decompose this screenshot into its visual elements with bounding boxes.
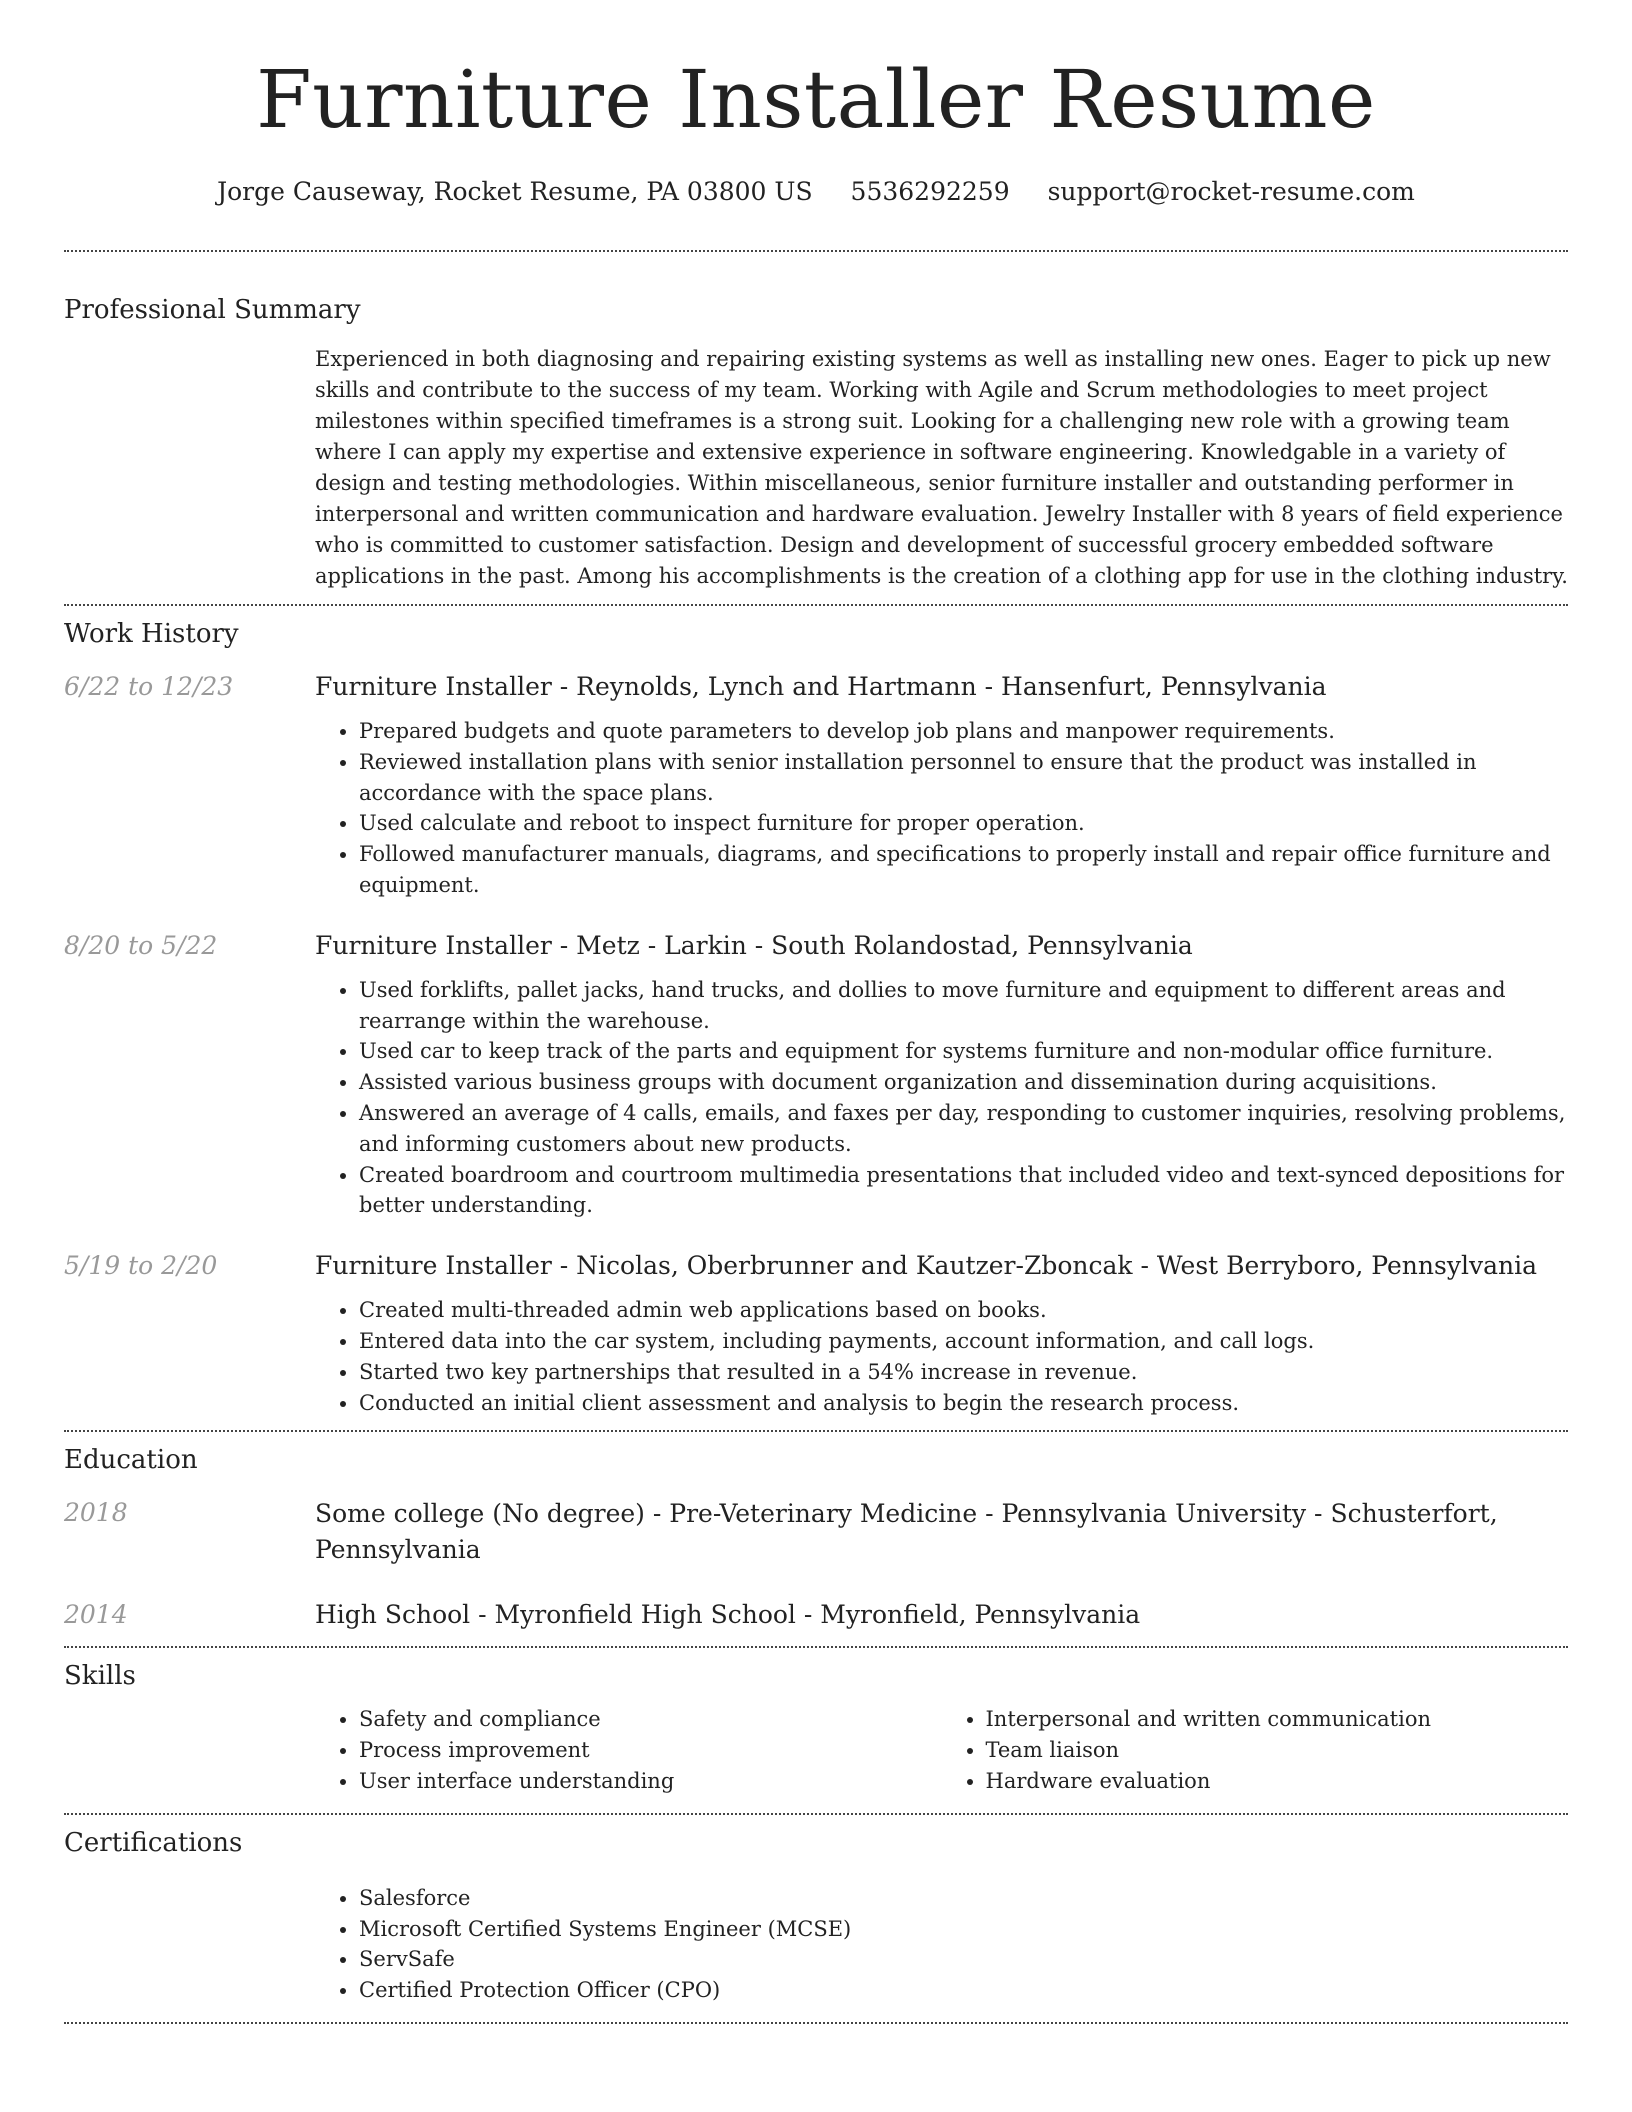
skills-grid — [315, 1704, 1568, 1796]
list-item: • Microsoft Certified Systems Engineer (MCSE) — [359, 1914, 1568, 1945]
job-title: Furniture Installer - Reynolds, Lynch and Hartmann - Hansenfurt, Pennsylvania — [315, 672, 1327, 701]
education-entry — [64, 1496, 1568, 1568]
certifications-list — [315, 1883, 1568, 2006]
skills-list-left — [315, 1704, 942, 1796]
list-item: • Used forklifts, pallet jacks, hand trucks, and dollies to move furniture and equipment to different areas and rearrange within the warehouse. — [359, 975, 1568, 1037]
job-details — [315, 929, 1568, 1221]
list-item: • Certified Protection Officer (CPO) — [359, 1975, 1568, 2006]
list-item: • Team liaison — [986, 1735, 1569, 1766]
education-year: 2018 — [64, 1498, 128, 1528]
summary-text: Experienced in both diagnosing and repairing existing systems as well as installing new ones. Eager to pick up new skills and contribute to the success of my team. Working with Agile and Scrum methodologies to meet project milestones within specified timeframes is a strong suit. Looking for a challenging new role with a growing team where I can apply my expertise and extensive experience in software engineering. Knowledgable in a variety of design and testing methodologies. Within miscellaneous, senior furniture installer and outstanding performer in interpersonal and written communication and hardware evaluation. Jewelry Installer with 8 years of field experience who is committed to customer satisfaction. Design and development of successful grocery embedded software applications in the past. Among his accomplishments is the creation of a clothing app for use in the clothing industry. — [315, 347, 1568, 588]
job-bullets — [315, 716, 1568, 901]
education-title: Some college (No degree) - Pre-Veterinary Medicine - Pennsylvania University - Schusterfort, Pennsylvania — [315, 1499, 1498, 1565]
section-heading-certifications: Certifications — [64, 1827, 243, 1858]
divider — [64, 2022, 1568, 2024]
list-item: • Interpersonal and written communication — [986, 1704, 1569, 1735]
job-dates: 5/19 to 2/20 — [64, 1251, 218, 1281]
list-item: • ServSafe — [359, 1944, 1568, 1975]
divider — [64, 1646, 1568, 1648]
list-item: • Conducted an initial client assessment and analysis to begin the research process. — [359, 1388, 1568, 1419]
summary-left-col — [64, 344, 315, 592]
job-details — [315, 670, 1568, 901]
list-item: • Salesforce — [359, 1883, 1568, 1914]
certifications-details — [315, 1871, 1568, 2006]
list-item: • Safety and compliance — [359, 1704, 942, 1735]
skills-list-right — [942, 1704, 1569, 1796]
section-heading-skills: Skills — [64, 1661, 136, 1692]
divider — [64, 250, 1568, 252]
divider — [64, 1430, 1568, 1432]
contact-line — [64, 174, 1568, 210]
job-dates: 6/22 to 12/23 — [64, 672, 234, 701]
summary-row — [64, 344, 1568, 592]
section-heading-summary: Professional Summary — [64, 295, 361, 325]
skills-left-col — [64, 1704, 315, 1796]
divider — [64, 1813, 1568, 1815]
job-entry — [64, 670, 1568, 901]
section-heading-work: Work History — [64, 619, 239, 649]
list-item: • Created multi-threaded admin web applications based on books. — [359, 1295, 1568, 1326]
job-title: Furniture Installer - Nicolas, Oberbrunner and Kautzer-Zboncak - West Berryboro, Pennsylvania — [315, 1251, 1537, 1281]
list-item: • Followed manufacturer manuals, diagrams, and specifications to properly install and repair office furniture and equipment. — [359, 839, 1568, 901]
job-bullets — [315, 975, 1568, 1221]
list-item: • Hardware evaluation — [986, 1766, 1569, 1797]
divider — [64, 604, 1568, 606]
resume-title: Furniture Installer Resume — [256, 53, 1376, 146]
job-title: Furniture Installer - Metz - Larkin - South Rolandostad, Pennsylvania — [315, 930, 1193, 960]
list-item: • Process improvement — [359, 1735, 942, 1766]
list-item: • Entered data into the car system, including payments, account information, and call logs. — [359, 1326, 1568, 1357]
education-year: 2014 — [64, 1600, 128, 1630]
education-title: High School - Myronfield High School - Myronfield, Pennsylvania — [315, 1600, 1141, 1630]
certifications-row — [64, 1871, 1568, 2006]
list-item: • Reviewed installation plans with senior installation personnel to ensure that the product was installed in accordance with the space plans. — [359, 747, 1568, 809]
job-details — [315, 1249, 1568, 1418]
contact-phone: 5536292259 — [850, 177, 1010, 206]
education-details — [315, 1598, 1568, 1632]
contact-email: support@rocket-resume.com — [1047, 177, 1415, 206]
list-item: • User interface understanding — [359, 1766, 942, 1797]
job-entry — [64, 929, 1568, 1221]
list-item: • Assisted various business groups with document organization and dissemination during acquisitions. — [359, 1067, 1568, 1098]
section-heading-education: Education — [64, 1445, 198, 1476]
certifications-left-col — [64, 1871, 315, 2006]
education-entry — [64, 1598, 1568, 1632]
list-item: • Used car to keep track of the parts and equipment for systems furniture and non-modular office furniture. — [359, 1036, 1568, 1067]
education-details — [315, 1496, 1568, 1568]
list-item: • Used calculate and reboot to inspect furniture for proper operation. — [359, 808, 1568, 839]
job-dates: 8/20 to 5/22 — [64, 930, 218, 960]
skills-row — [64, 1704, 1568, 1796]
list-item: • Created boardroom and courtroom multimedia presentations that included video and text-synced depositions for better understanding. — [359, 1160, 1568, 1222]
list-item: • Prepared budgets and quote parameters to develop job plans and manpower requirements. — [359, 716, 1568, 747]
contact-address: Jorge Causeway, Rocket Resume, PA 03800 US — [217, 177, 813, 206]
job-bullets — [315, 1295, 1568, 1418]
list-item: • Started two key partnerships that resulted in a 54% increase in revenue. — [359, 1357, 1568, 1388]
list-item: • Answered an average of 4 calls, emails, and faxes per day, responding to customer inquiries, resolving problems, and informing customers about new products. — [359, 1098, 1568, 1160]
job-entry — [64, 1249, 1568, 1418]
summary-right-col — [315, 344, 1568, 592]
